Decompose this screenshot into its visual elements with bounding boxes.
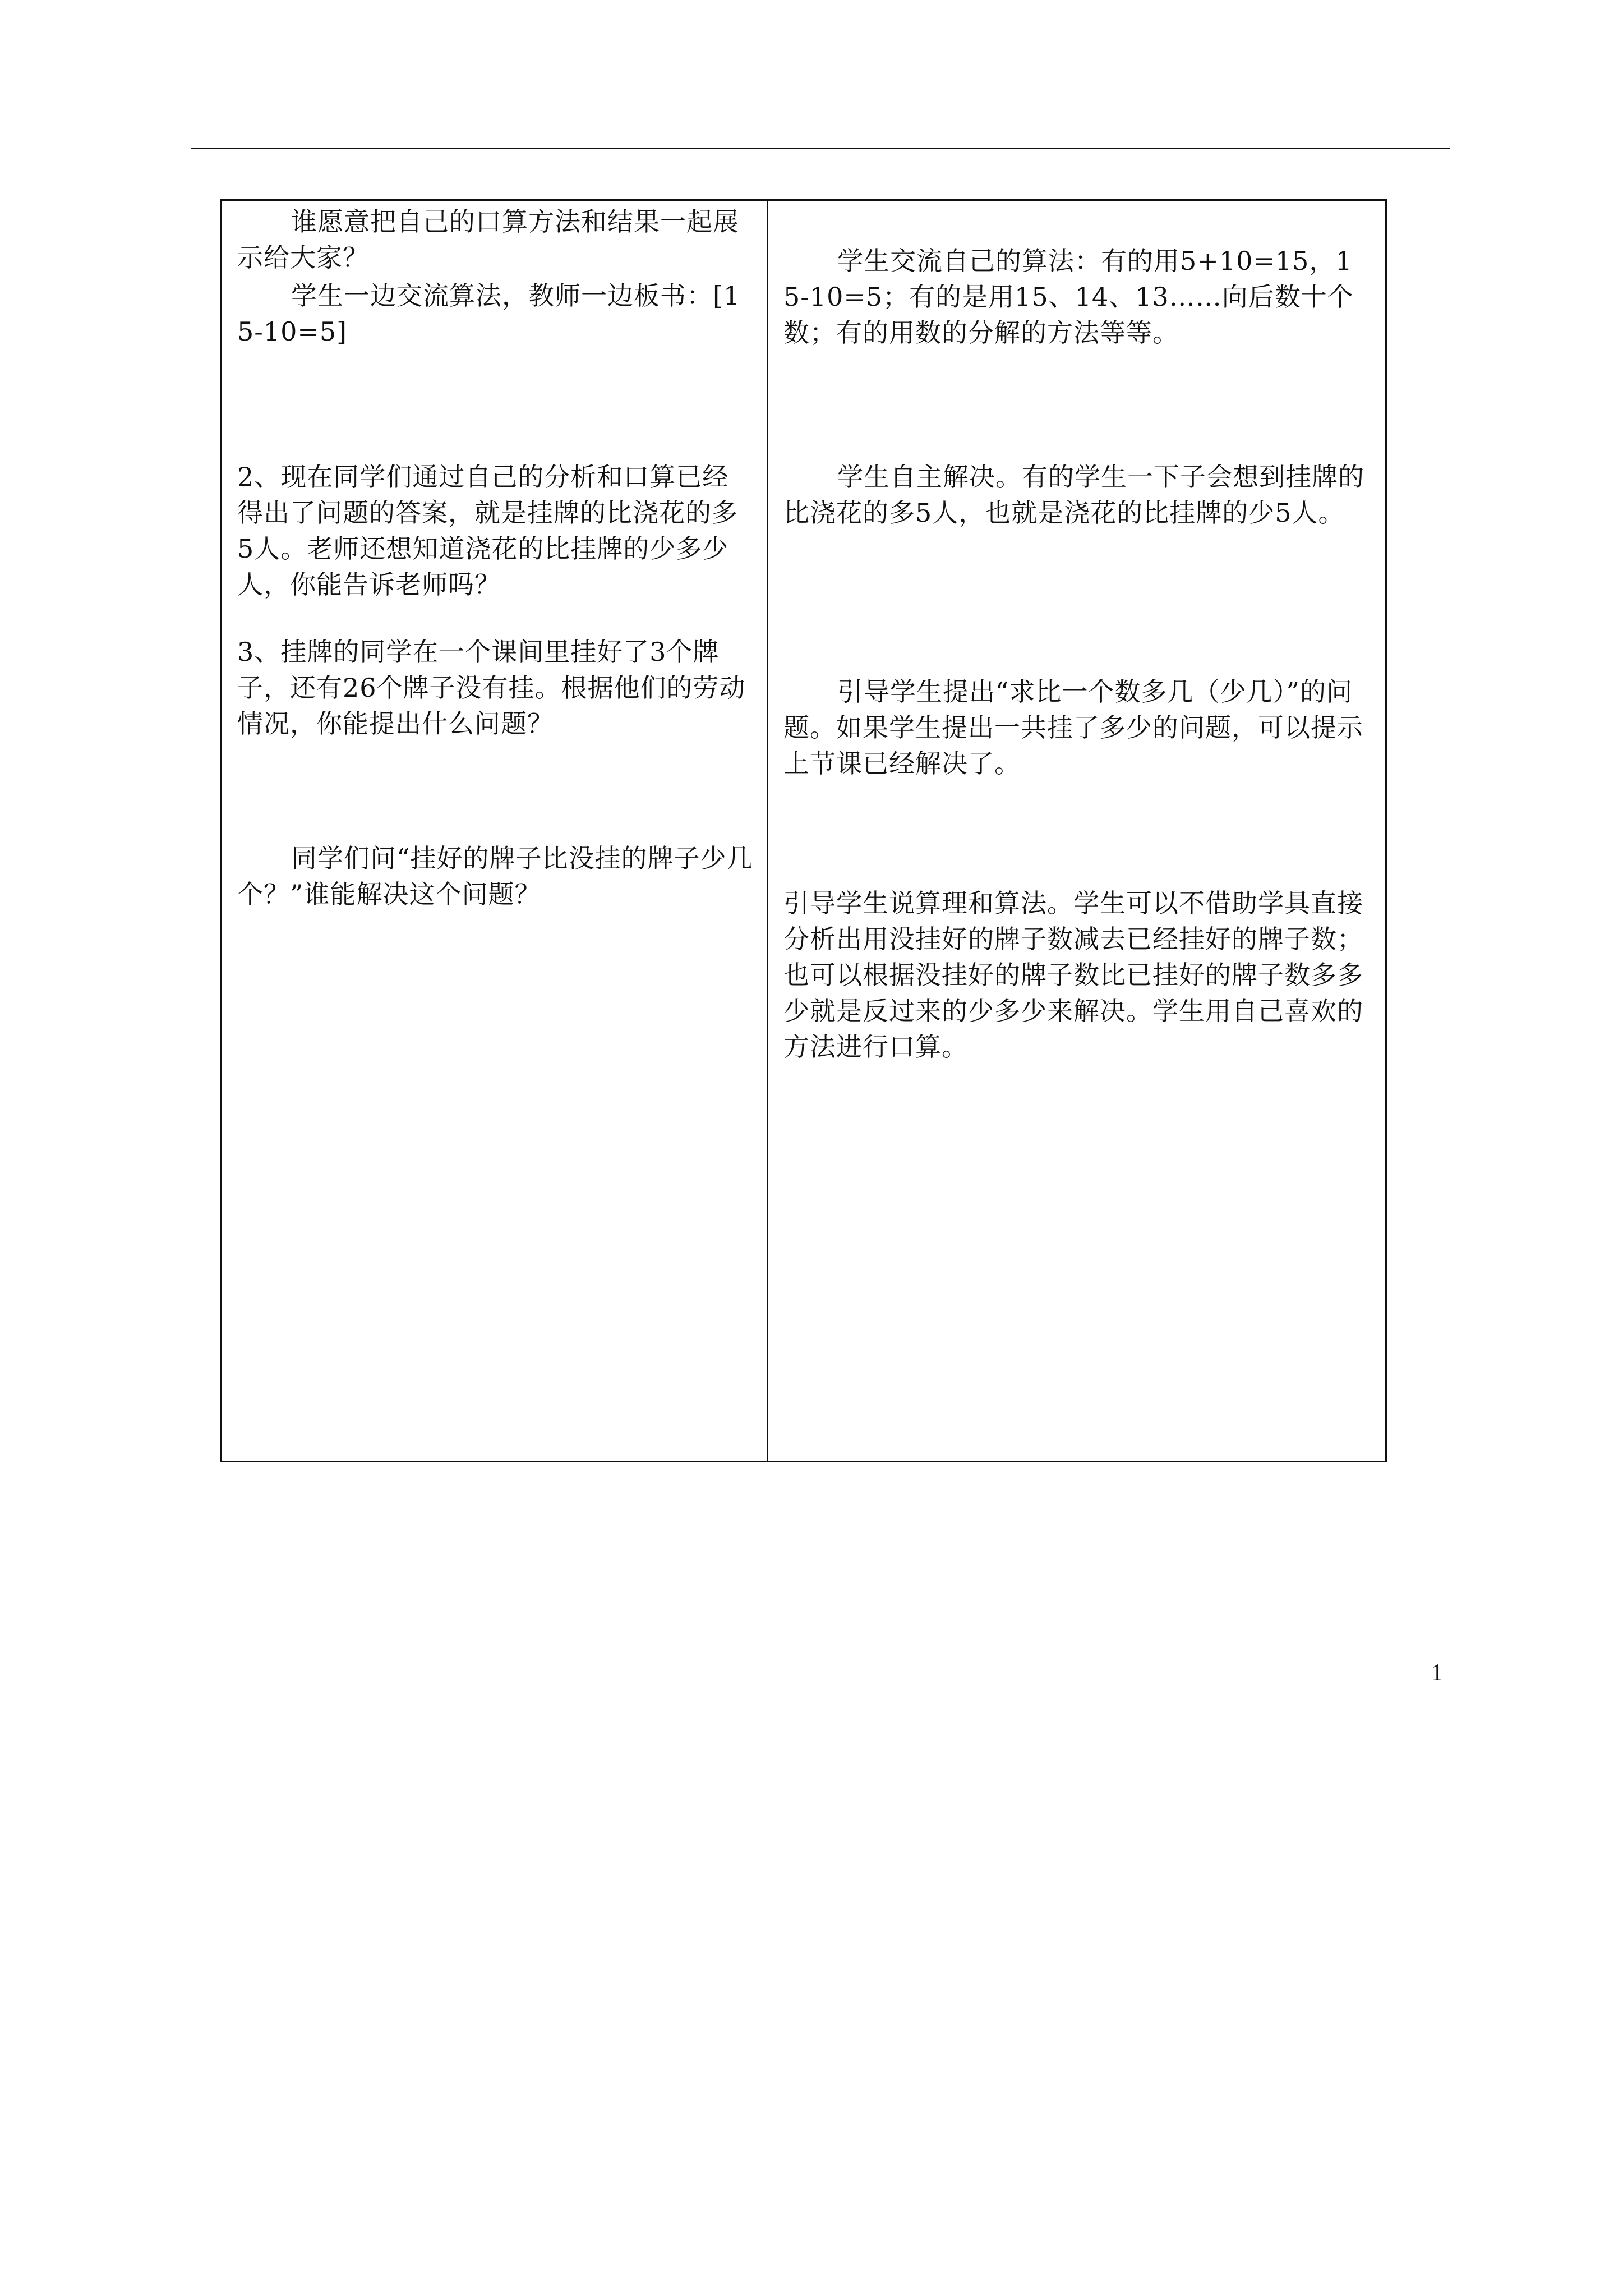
student-activity-column [783,201,1367,1461]
left-paragraph-1: 谁愿意把自己的口算方法和结果一起展示给大家？ [237,206,739,273]
right-paragraph-1: 学生交流自己的算法：有的用5+10=15，15-10=5；有的是用15、14、13……向后数十个数；有的用数的分解的方法等等。 [783,246,1354,348]
left-paragraph-3: 2、现在同学们通过自己的分析和口算已经得出了问题的答案，就是挂牌的比浇花的多5人。老师还想知道浇花的比挂牌的少多少人，你能告诉老师吗？ [237,462,738,600]
left-paragraph-2: 学生一边交流算法，教师一边板书：[15-10=5] [237,280,741,347]
right-paragraph-3: 引导学生提出“求比一个数多几（少几）”的问题。如果学生提出一共挂了多少的问题，可以提示上节课已经解决了。 [783,677,1363,779]
left-paragraph-4: 3、挂牌的同学在一个课间里挂好了3个牌子，还有26个牌子没有挂。根据他们的劳动情况，你能提出什么问题？ [237,637,746,739]
teacher-activity-column [237,201,753,1461]
header-rule [191,148,1450,149]
right-paragraph-4: 引导学生说算理和算法。学生可以不借助学具直接分析出用没挂好的牌子数减去已经挂好的牌子数；也可以根据没挂好的牌子数比已挂好的牌子数多多少就是反过来的少多少来解决。学生用自己喜欢的方法进行口算。 [783,888,1363,1062]
page-number: 1 [1431,1660,1443,1686]
left-paragraph-5: 同学们问“挂好的牌子比没挂的牌子少几个？”谁能解决这个问题？ [237,843,753,909]
right-paragraph-2: 学生自主解决。有的学生一下子会想到挂牌的比浇花的多5人，也就是浇花的比挂牌的少5人。 [783,462,1364,528]
column-divider [767,201,768,1461]
lesson-table [220,199,1387,1462]
